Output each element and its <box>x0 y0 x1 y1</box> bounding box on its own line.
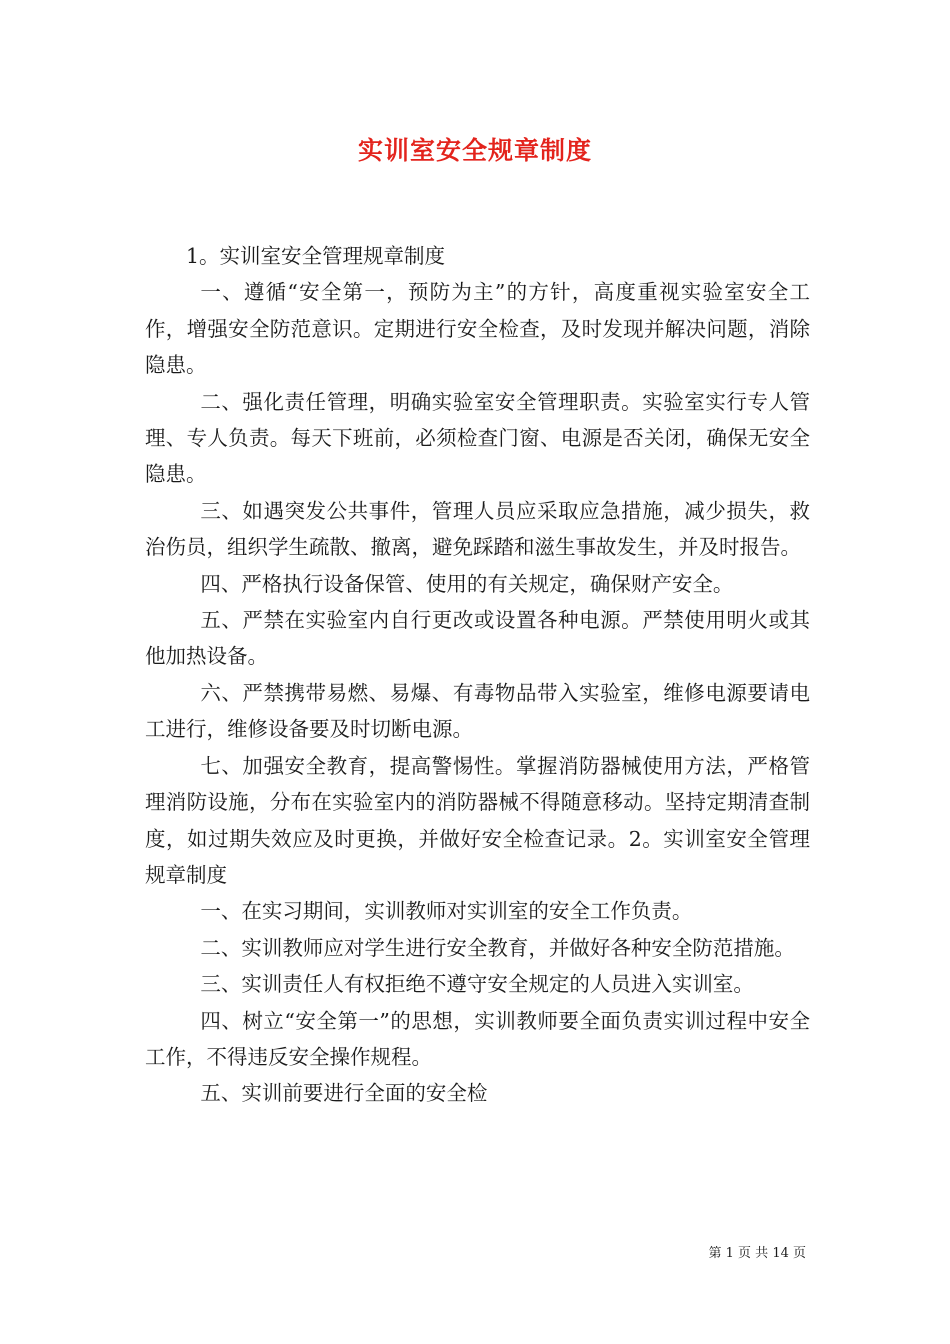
paragraph: 六、严禁携带易燃、易爆、有毒物品带入实验室，维修电源要请电工进行，维修设备要及时切断电源。 <box>145 680 810 742</box>
paragraph: 四、严格执行设备保管、使用的有关规定，确保财产安全。 <box>200 571 734 596</box>
paragraph: 三、实训责任人有权拒绝不遵守安全规定的人员进入实训室。 <box>200 972 754 997</box>
paragraph: 四、树立“安全第一”的思想，实训教师要全面负责实训过程中安全工作，不得违反安全操作规程。 <box>145 1008 810 1069</box>
paragraph: 三、如遇突发公共事件，管理人员应采取应急措施，减少损失，救治伤员，组织学生疏散、撤离，避免踩踏和滋生事故发生，并及时报告。 <box>145 498 810 560</box>
page-number-footer: 第 1 页 共 14 页 <box>708 1246 806 1261</box>
paragraph: 一、遵循“安全第一，预防为主”的方针，高度重视实验室安全工作，增强安全防范意识。定期进行安全检查，及时发现并解决问题，消除隐患。 <box>145 280 810 378</box>
paragraph: 一、在实习期间，实训教师对实训室的安全工作负责。 <box>200 899 693 924</box>
document-title: 实训室安全规章制度 <box>357 136 592 165</box>
section-heading: 1。实训室安全管理规章制度 <box>186 244 446 268</box>
paragraph: 五、严禁在实验室内自行更改或设置各种电源。严禁使用明火或其他加热设备。 <box>145 608 810 669</box>
document-body <box>145 238 810 1112</box>
paragraph: 五、实训前要进行全面的安全检 <box>200 1081 488 1106</box>
paragraph: 二、强化责任管理，明确实验室安全管理职责。实验室实行专人管理、专人负责。每天下班前，必须检查门窗、电源是否关闭，确保无安全隐患。 <box>145 389 810 487</box>
paragraph: 二、实训教师应对学生进行安全教育，并做好各种安全防范措施。 <box>200 935 795 960</box>
paragraph: 七、加强安全教育，提高警惕性。掌握消防器械使用方法，严格管理消防设施，分布在实验室内的消防器械不得随意移动。坚持定期清查制度，如过期失效应及时更换，并做好安全检查记录。2。实训室安全管理规章制度 <box>145 753 810 887</box>
